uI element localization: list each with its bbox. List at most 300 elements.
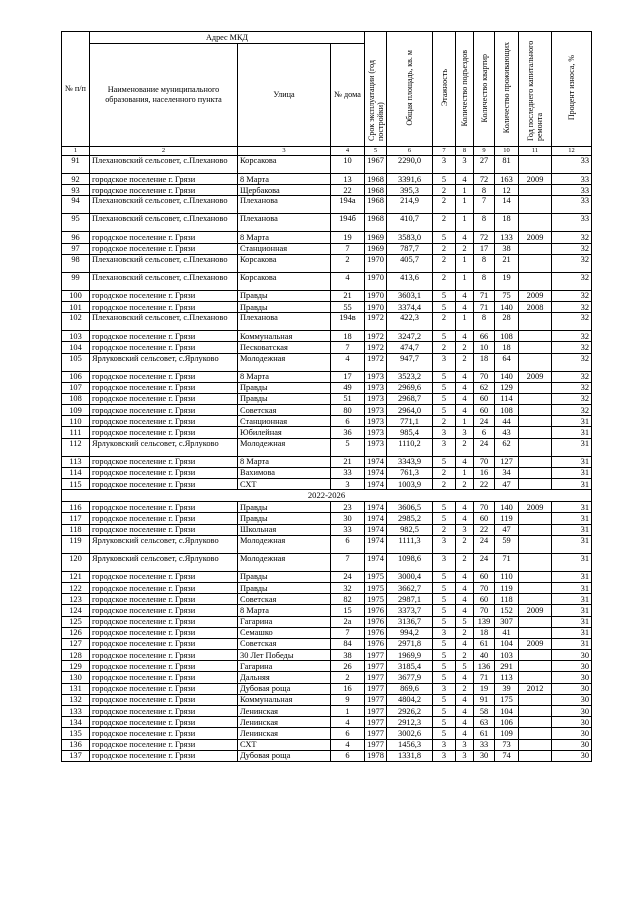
entrances-cell: 4 — [456, 638, 474, 649]
street-cell: СХТ — [238, 739, 331, 750]
residents-cell: 14 — [495, 196, 519, 214]
house-cell: 4 — [331, 272, 365, 290]
row-number: 136 — [62, 739, 90, 750]
street-cell: Правды — [238, 393, 331, 404]
area-cell: 1098,6 — [387, 553, 433, 571]
residents-cell: 74 — [495, 750, 519, 761]
house-cell: 6 — [331, 416, 365, 427]
residents-cell: 140 — [495, 502, 519, 513]
house-cell: 16 — [331, 683, 365, 694]
municipality-cell: Ярлуковский сельсовет, с.Ярлуково — [90, 535, 238, 553]
entrances-cell: 3 — [456, 524, 474, 535]
house-cell: 84 — [331, 638, 365, 649]
area-cell: 2971,8 — [387, 638, 433, 649]
row-number: 92 — [62, 174, 90, 185]
table-row — [62, 174, 592, 185]
street-cell: Коммунальная — [238, 694, 331, 705]
floors-cell: 3 — [433, 353, 456, 371]
floors-cell: 3 — [433, 750, 456, 761]
house-cell: 13 — [331, 174, 365, 185]
house-cell: 2 — [331, 672, 365, 683]
entrances-cell: 2 — [456, 342, 474, 353]
municipality-cell: городское поселение г. Грязи — [90, 582, 238, 593]
apartments-cell: 33 — [474, 739, 495, 750]
street-cell: Корсакова — [238, 272, 331, 290]
apartments-cell: 19 — [474, 683, 495, 694]
row-number: 99 — [62, 272, 90, 290]
floors-cell: 5 — [433, 594, 456, 605]
row-number: 119 — [62, 535, 90, 553]
row-number: 106 — [62, 371, 90, 382]
repair-year-cell — [519, 661, 552, 672]
year-cell: 1968 — [365, 214, 387, 232]
area-cell: 413,6 — [387, 272, 433, 290]
residents-cell: 41 — [495, 627, 519, 638]
entrances-cell: 2 — [456, 479, 474, 490]
row-number: 96 — [62, 232, 90, 243]
repair-year-cell — [519, 553, 552, 571]
house-cell: 49 — [331, 382, 365, 393]
row-number: 131 — [62, 683, 90, 694]
residents-cell: 106 — [495, 717, 519, 728]
column-number: 2 — [90, 147, 238, 156]
repair-year-cell — [519, 524, 552, 535]
apartments-cell: 70 — [474, 605, 495, 616]
table-row — [62, 232, 592, 243]
street-cell: Школьная — [238, 524, 331, 535]
street-cell: Семашко — [238, 627, 331, 638]
floors-cell: 5 — [433, 605, 456, 616]
repair-year-cell — [519, 694, 552, 705]
entrances-cell: 4 — [456, 174, 474, 185]
apartments-cell: 8 — [474, 313, 495, 331]
wear-cell: 31 — [552, 571, 592, 582]
period-label: 2022-2026 — [62, 490, 592, 502]
apartments-cell: 71 — [474, 301, 495, 312]
house-cell: 10 — [331, 156, 365, 174]
floors-cell: 2 — [433, 272, 456, 290]
house-cell: 2а — [331, 616, 365, 627]
repair-year-cell — [519, 467, 552, 478]
wear-cell: 30 — [552, 672, 592, 683]
residents-cell: 175 — [495, 694, 519, 705]
house-cell: 5 — [331, 438, 365, 456]
year-cell: 1977 — [365, 739, 387, 750]
floors-cell: 5 — [433, 638, 456, 649]
apartments-cell: 72 — [474, 174, 495, 185]
floors-cell: 3 — [433, 427, 456, 438]
municipality-cell: Плехановский сельсовет, с.Плеханово — [90, 156, 238, 174]
repair-year-cell — [519, 739, 552, 750]
column-number: 9 — [474, 147, 495, 156]
table-row — [62, 196, 592, 214]
municipality-cell: городское поселение г. Грязи — [90, 661, 238, 672]
floors-cell: 5 — [433, 616, 456, 627]
apartments-cell: 16 — [474, 467, 495, 478]
floors-cell: 5 — [433, 694, 456, 705]
street-cell: 30 Лет Победы — [238, 650, 331, 661]
area-cell: 3391,6 — [387, 174, 433, 185]
document-page — [61, 31, 591, 762]
municipality-cell: городское поселение г. Грязи — [90, 467, 238, 478]
wear-cell: 31 — [552, 594, 592, 605]
year-cell: 1974 — [365, 535, 387, 553]
house-cell: 7 — [331, 553, 365, 571]
table-row — [62, 502, 592, 513]
municipality-cell: городское поселение г. Грязи — [90, 456, 238, 467]
column-number: 7 — [433, 147, 456, 156]
apartments-cell: 8 — [474, 272, 495, 290]
floors-cell: 5 — [433, 232, 456, 243]
municipality-cell: городское поселение г. Грязи — [90, 479, 238, 490]
row-number: 111 — [62, 427, 90, 438]
apartments-cell: 30 — [474, 750, 495, 761]
year-cell: 1974 — [365, 553, 387, 571]
entrances-cell: 2 — [456, 243, 474, 254]
wear-cell: 32 — [552, 272, 592, 290]
residents-cell: 127 — [495, 456, 519, 467]
repair-year-cell — [519, 438, 552, 456]
table-row — [62, 650, 592, 661]
apartments-cell: 40 — [474, 650, 495, 661]
column-number: 3 — [238, 147, 331, 156]
table-row — [62, 382, 592, 393]
wear-cell: 32 — [552, 290, 592, 301]
table-row — [62, 553, 592, 571]
header-wear: Процент износа, % — [552, 32, 592, 147]
apartments-cell: 61 — [474, 728, 495, 739]
area-cell: 3374,4 — [387, 301, 433, 312]
area-cell: 3523,2 — [387, 371, 433, 382]
house-cell: 4 — [331, 739, 365, 750]
row-number: 97 — [62, 243, 90, 254]
year-cell: 1978 — [365, 750, 387, 761]
repair-year-cell — [519, 616, 552, 627]
residents-cell: 75 — [495, 290, 519, 301]
apartments-cell: 58 — [474, 706, 495, 717]
row-number: 110 — [62, 416, 90, 427]
entrances-cell: 4 — [456, 331, 474, 342]
residents-cell: 140 — [495, 371, 519, 382]
header-apartments: Количество квартир — [474, 32, 495, 147]
floors-cell: 5 — [433, 331, 456, 342]
table-row — [62, 427, 592, 438]
apartments-cell: 8 — [474, 254, 495, 272]
column-number: 10 — [495, 147, 519, 156]
municipality-cell: городское поселение г. Грязи — [90, 427, 238, 438]
area-cell: 2968,7 — [387, 393, 433, 404]
residents-cell: 163 — [495, 174, 519, 185]
house-cell: 30 — [331, 513, 365, 524]
entrances-cell: 4 — [456, 301, 474, 312]
municipality-cell: Плехановский сельсовет, с.Плеханово — [90, 272, 238, 290]
year-cell: 1977 — [365, 728, 387, 739]
residents-cell: 34 — [495, 467, 519, 478]
repair-year-cell: 2009 — [519, 290, 552, 301]
floors-cell: 2 — [433, 342, 456, 353]
year-cell: 1970 — [365, 272, 387, 290]
wear-cell: 32 — [552, 353, 592, 371]
area-cell: 3002,6 — [387, 728, 433, 739]
wear-cell: 30 — [552, 739, 592, 750]
row-number: 121 — [62, 571, 90, 582]
floors-cell: 5 — [433, 582, 456, 593]
entrances-cell: 4 — [456, 290, 474, 301]
repair-year-cell — [519, 331, 552, 342]
repair-year-cell — [519, 571, 552, 582]
year-cell: 1976 — [365, 616, 387, 627]
apartments-cell: 136 — [474, 661, 495, 672]
table-row — [62, 535, 592, 553]
row-number: 112 — [62, 438, 90, 456]
wear-cell: 31 — [552, 502, 592, 513]
street-cell: Молодежная — [238, 535, 331, 553]
wear-cell: 31 — [552, 616, 592, 627]
row-number: 101 — [62, 301, 90, 312]
entrances-cell: 1 — [456, 416, 474, 427]
area-cell: 1331,8 — [387, 750, 433, 761]
repair-year-cell — [519, 393, 552, 404]
table-row — [62, 313, 592, 331]
municipality-cell: городское поселение г. Грязи — [90, 382, 238, 393]
year-cell: 1968 — [365, 196, 387, 214]
house-cell: 33 — [331, 524, 365, 535]
municipality-cell: городское поселение г. Грязи — [90, 513, 238, 524]
year-cell: 1976 — [365, 627, 387, 638]
repair-year-cell — [519, 650, 552, 661]
municipality-cell: Плехановский сельсовет, с.Плеханово — [90, 313, 238, 331]
area-cell: 422,3 — [387, 313, 433, 331]
table-row — [62, 694, 592, 705]
municipality-cell: городское поселение г. Грязи — [90, 627, 238, 638]
municipality-cell: городское поселение г. Грязи — [90, 301, 238, 312]
house-cell: 194в — [331, 313, 365, 331]
table-row — [62, 353, 592, 371]
municipality-cell: городское поселение г. Грязи — [90, 706, 238, 717]
residents-cell: 129 — [495, 382, 519, 393]
area-cell: 947,7 — [387, 353, 433, 371]
area-cell: 2985,2 — [387, 513, 433, 524]
area-cell: 869,6 — [387, 683, 433, 694]
area-cell: 3136,7 — [387, 616, 433, 627]
floors-cell: 3 — [433, 156, 456, 174]
wear-cell: 31 — [552, 524, 592, 535]
year-cell: 1974 — [365, 524, 387, 535]
year-cell: 1972 — [365, 313, 387, 331]
header-municipality: Наименование муниципального образования, населенного пункта — [90, 43, 238, 146]
wear-cell: 33 — [552, 185, 592, 196]
row-number: 115 — [62, 479, 90, 490]
table-row — [62, 416, 592, 427]
street-cell: 8 Марта — [238, 371, 331, 382]
floors-cell: 5 — [433, 301, 456, 312]
floors-cell: 3 — [433, 683, 456, 694]
entrances-cell: 3 — [456, 750, 474, 761]
area-cell: 3373,7 — [387, 605, 433, 616]
house-cell: 36 — [331, 427, 365, 438]
table-row — [62, 342, 592, 353]
residents-cell: 291 — [495, 661, 519, 672]
wear-cell: 31 — [552, 513, 592, 524]
residents-cell: 133 — [495, 232, 519, 243]
area-cell: 2912,3 — [387, 717, 433, 728]
entrances-cell: 2 — [456, 553, 474, 571]
apartments-cell: 17 — [474, 243, 495, 254]
wear-cell: 31 — [552, 605, 592, 616]
wear-cell: 30 — [552, 706, 592, 717]
table-row — [62, 739, 592, 750]
floors-cell: 5 — [433, 672, 456, 683]
street-cell: Ленинская — [238, 717, 331, 728]
area-cell: 410,7 — [387, 214, 433, 232]
apartments-cell: 60 — [474, 393, 495, 404]
entrances-cell: 4 — [456, 706, 474, 717]
column-numbers-row — [62, 147, 592, 156]
street-cell: Советская — [238, 405, 331, 416]
entrances-cell: 3 — [456, 156, 474, 174]
entrances-cell: 5 — [456, 661, 474, 672]
municipality-cell: городское поселение г. Грязи — [90, 750, 238, 761]
wear-cell: 33 — [552, 214, 592, 232]
area-cell: 1969,9 — [387, 650, 433, 661]
header-residents: Количество проживающих — [495, 32, 519, 147]
wear-cell: 31 — [552, 479, 592, 490]
row-number: 126 — [62, 627, 90, 638]
residents-cell: 44 — [495, 416, 519, 427]
street-cell: Правды — [238, 513, 331, 524]
municipality-cell: Ярлуковский сельсовет, с.Ярлуково — [90, 353, 238, 371]
floors-cell: 5 — [433, 456, 456, 467]
header-num: № п/п — [62, 32, 90, 147]
apartments-cell: 70 — [474, 582, 495, 593]
apartments-cell: 70 — [474, 456, 495, 467]
wear-cell: 31 — [552, 535, 592, 553]
street-cell: Дубовая роща — [238, 683, 331, 694]
wear-cell: 30 — [552, 750, 592, 761]
table-row — [62, 479, 592, 490]
row-number: 130 — [62, 672, 90, 683]
area-cell: 395,3 — [387, 185, 433, 196]
year-cell: 1977 — [365, 661, 387, 672]
table-row — [62, 728, 592, 739]
repair-year-cell — [519, 214, 552, 232]
house-cell: 194а — [331, 196, 365, 214]
area-cell: 2969,6 — [387, 382, 433, 393]
area-cell: 2987,1 — [387, 594, 433, 605]
column-number: 6 — [387, 147, 433, 156]
residents-cell: 307 — [495, 616, 519, 627]
year-cell: 1969 — [365, 232, 387, 243]
row-number: 114 — [62, 467, 90, 478]
entrances-cell: 1 — [456, 467, 474, 478]
house-cell: 7 — [331, 342, 365, 353]
street-cell: Правды — [238, 502, 331, 513]
entrances-cell: 4 — [456, 728, 474, 739]
year-cell: 1972 — [365, 353, 387, 371]
area-cell: 3677,9 — [387, 672, 433, 683]
repair-year-cell — [519, 416, 552, 427]
row-number: 103 — [62, 331, 90, 342]
area-cell: 1111,3 — [387, 535, 433, 553]
repair-year-cell — [519, 313, 552, 331]
residents-cell: 119 — [495, 582, 519, 593]
entrances-cell: 2 — [456, 627, 474, 638]
entrances-cell: 4 — [456, 513, 474, 524]
entrances-cell: 4 — [456, 694, 474, 705]
area-cell: 982,5 — [387, 524, 433, 535]
street-cell: СХТ — [238, 479, 331, 490]
table-row — [62, 243, 592, 254]
year-cell: 1973 — [365, 405, 387, 416]
repair-year-cell — [519, 479, 552, 490]
floors-cell: 5 — [433, 513, 456, 524]
floors-cell: 3 — [433, 627, 456, 638]
floors-cell: 5 — [433, 661, 456, 672]
municipality-cell: городское поселение г. Грязи — [90, 243, 238, 254]
floors-cell: 3 — [433, 553, 456, 571]
residents-cell: 113 — [495, 672, 519, 683]
row-number: 132 — [62, 694, 90, 705]
residents-cell: 71 — [495, 553, 519, 571]
municipality-cell: городское поселение г. Грязи — [90, 393, 238, 404]
apartments-cell: 61 — [474, 638, 495, 649]
area-cell: 4804,2 — [387, 694, 433, 705]
entrances-cell: 4 — [456, 456, 474, 467]
repair-year-cell — [519, 196, 552, 214]
wear-cell: 33 — [552, 196, 592, 214]
year-cell: 1974 — [365, 467, 387, 478]
repair-year-cell: 2009 — [519, 638, 552, 649]
table-row — [62, 371, 592, 382]
street-cell: Правды — [238, 571, 331, 582]
apartments-cell: 24 — [474, 535, 495, 553]
house-cell: 194б — [331, 214, 365, 232]
year-cell: 1970 — [365, 254, 387, 272]
municipality-cell: Ярлуковский сельсовет, с.Ярлуково — [90, 438, 238, 456]
entrances-cell: 4 — [456, 382, 474, 393]
year-cell: 1977 — [365, 706, 387, 717]
residents-cell: 18 — [495, 342, 519, 353]
area-cell: 1456,3 — [387, 739, 433, 750]
year-cell: 1976 — [365, 605, 387, 616]
table-row — [62, 290, 592, 301]
floors-cell: 5 — [433, 371, 456, 382]
area-cell: 1110,2 — [387, 438, 433, 456]
street-cell: Молодежная — [238, 438, 331, 456]
house-cell: 3 — [331, 479, 365, 490]
street-cell: Коммунальная — [238, 331, 331, 342]
column-number: 1 — [62, 147, 90, 156]
table-row — [62, 706, 592, 717]
floors-cell: 2 — [433, 479, 456, 490]
wear-cell: 30 — [552, 661, 592, 672]
entrances-cell: 5 — [456, 616, 474, 627]
apartments-cell: 8 — [474, 185, 495, 196]
floors-cell: 2 — [433, 185, 456, 196]
floors-cell: 2 — [433, 243, 456, 254]
year-cell: 1973 — [365, 416, 387, 427]
area-cell: 3000,4 — [387, 571, 433, 582]
entrances-cell: 2 — [456, 353, 474, 371]
year-cell: 1977 — [365, 683, 387, 694]
area-cell: 2290,0 — [387, 156, 433, 174]
entrances-cell: 2 — [456, 438, 474, 456]
repair-year-cell: 2009 — [519, 502, 552, 513]
residents-cell: 108 — [495, 331, 519, 342]
row-number: 122 — [62, 582, 90, 593]
residents-cell: 47 — [495, 479, 519, 490]
header-address: Адрес МКД — [90, 32, 365, 44]
